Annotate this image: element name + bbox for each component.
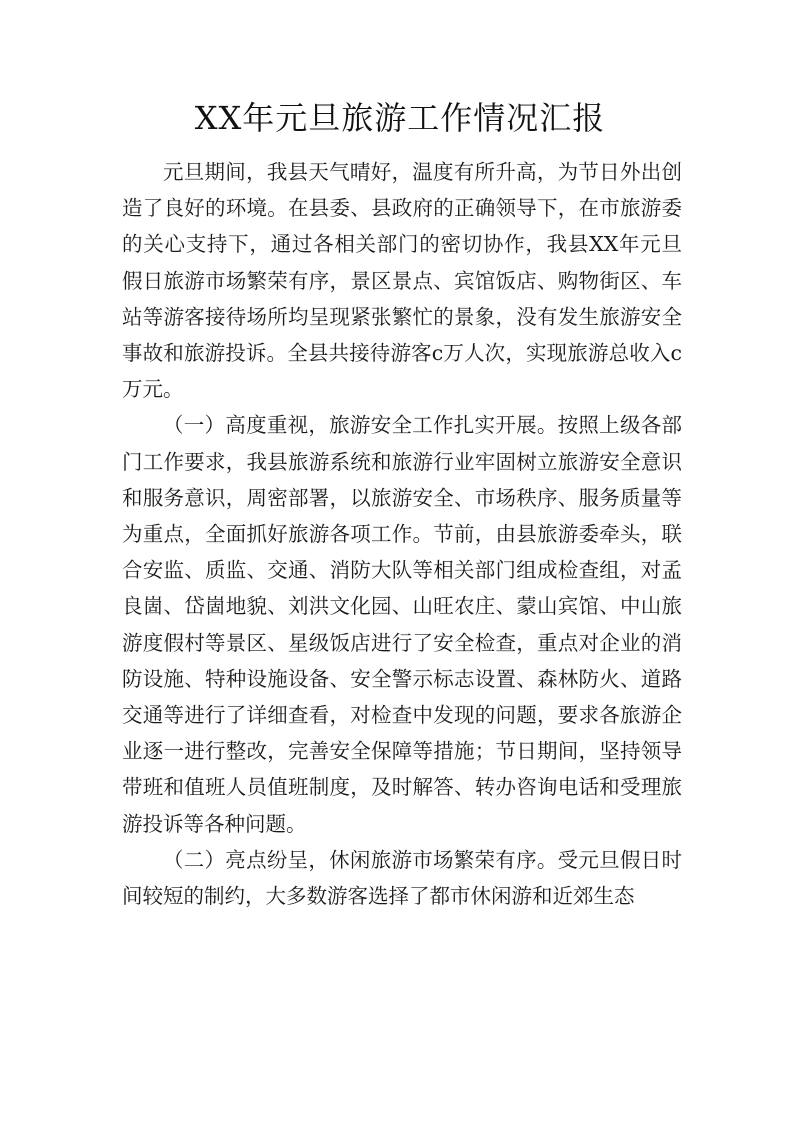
paragraph-intro: 元旦期间，我县天气晴好，温度有所升高，为节日外出创造了良好的环境。在县委、县政府的正确领导下，在市旅游委的关心支持下，通过各相关部门的密切协作，我县XX年元旦假日旅游市场繁荣有序，景区景点、宾馆饭店、购物街区、车站等游客接待场所均呈现紧张繁忙的景象，没有发生旅游安全事故和旅游投诉。全县共接待游客c万人次，实现旅游总收入c万元。 xyxy=(122,160,682,402)
paragraph-section-1: （一）高度重视，旅游安全工作扎实开展。按照上级各部门工作要求，我县旅游系统和旅游行业牢固树立旅游安全意识和服务意识，周密部署，以旅游安全、市场秩序、服务质量等为重点，全面抓好旅游各项工作。节前，由县旅游委牵头，联合安监、质监、交通、消防大队等相关部门组成检查组，对孟良崮、岱崮地貌、刘洪文化园、山旺农庄、蒙山宾馆、中山旅游度假村等景区、星级饭店进行了安全检查，重点对企业的消防设施、特种设施设备、安全警示标志设置、森林防火、道路交通等进行了详细查看，对检查中发现的问题，要求各旅游企业逐一进行整改，完善安全保障等措施；节日期间，坚持领导带班和值班人员值班制度，及时解答、转办咨询电话和受理旅游投诉等各种问题。 xyxy=(122,413,682,836)
paragraph-section-2: （二）亮点纷呈，休闲旅游市场繁荣有序。受元旦假日时间较短的制约，大多数游客选择了都市休闲游和近郊生态 xyxy=(122,847,682,909)
document-body xyxy=(122,154,682,914)
document-title: XX年元旦旅游工作情况汇报 xyxy=(194,99,606,137)
